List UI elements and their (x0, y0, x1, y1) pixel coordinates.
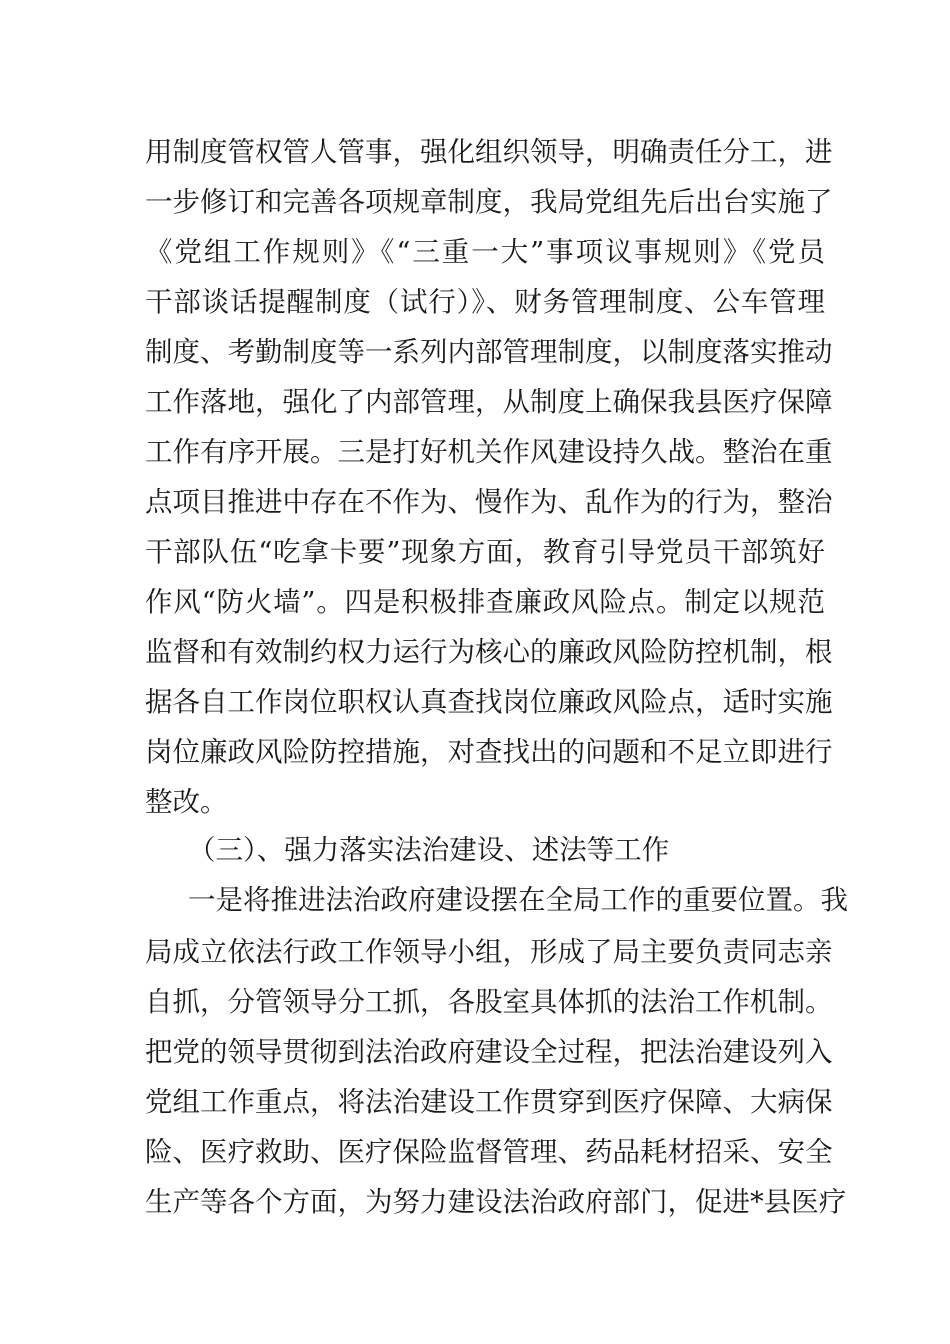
body-text-line: 党组工作重点，将法治建设工作贯穿到医疗保障、大病保 (145, 1086, 833, 1118)
body-text-line: 局成立依法行政工作领导小组，形成了局主要负责同志亲 (145, 936, 833, 968)
body-text-line: 监督和有效制约权力运行为核心的廉政风险防控机制，根 (145, 636, 833, 668)
body-text-line: 作风“防火墙”。四是积极排查廉政风险点。制定以规范 (145, 586, 825, 618)
body-text-line: 干部谈话提醒制度（试行）》、财务管理制度、公车管理 (145, 286, 825, 318)
body-text-line: 险、医疗救助、医疗保险监督管理、药品耗材招采、安全 (145, 1136, 833, 1168)
body-text-line: 一步修订和完善各项规章制度，我局党组先后出台实施了 (145, 186, 833, 218)
body-text-line: 自抓，分管领导分工抓，各股室具体抓的法治工作机制。 (145, 986, 833, 1018)
body-text-line: 生产等各个方面，为努力建设法治政府部门，促进*县医疗 (145, 1186, 847, 1218)
body-text-line: 干部队伍“吃拿卡要”现象方面，教育引导党员干部筑好 (145, 536, 825, 568)
body-text-line: 据各自工作岗位职权认真查找岗位廉政风险点，适时实施 (145, 686, 833, 718)
body-text-line: 点项目推进中存在不作为、慢作为、乱作为的行为，整治 (145, 486, 833, 518)
body-text-line: 《党组工作规则》《“三重一大”事项议事规则》《党员 (145, 236, 825, 268)
body-text-line: 把党的领导贯彻到法治政府建设全过程，把法治建设列入 (145, 1036, 833, 1068)
body-text-line: 一是将推进法治政府建设摆在全局工作的重要位置。我 (188, 884, 848, 916)
section-heading: （三）、强力落实法治建设、述法等工作 (188, 834, 670, 866)
body-text-line: 岗位廉政风险防控措施，对查找出的问题和不足立即进行 (145, 736, 833, 768)
body-text-line: 用制度管权管人管事，强化组织领导，明确责任分工，进 (145, 136, 833, 168)
body-text-line: 制度、考勤制度等一系列内部管理制度，以制度落实推动 (145, 336, 833, 368)
body-text-line: 整改。 (145, 786, 228, 818)
body-text-line: 工作落地，强化了内部管理，从制度上确保我县医疗保障 (145, 386, 833, 418)
body-text-line: 工作有序开展。三是打好机关作风建设持久战。整治在重 (145, 436, 833, 468)
